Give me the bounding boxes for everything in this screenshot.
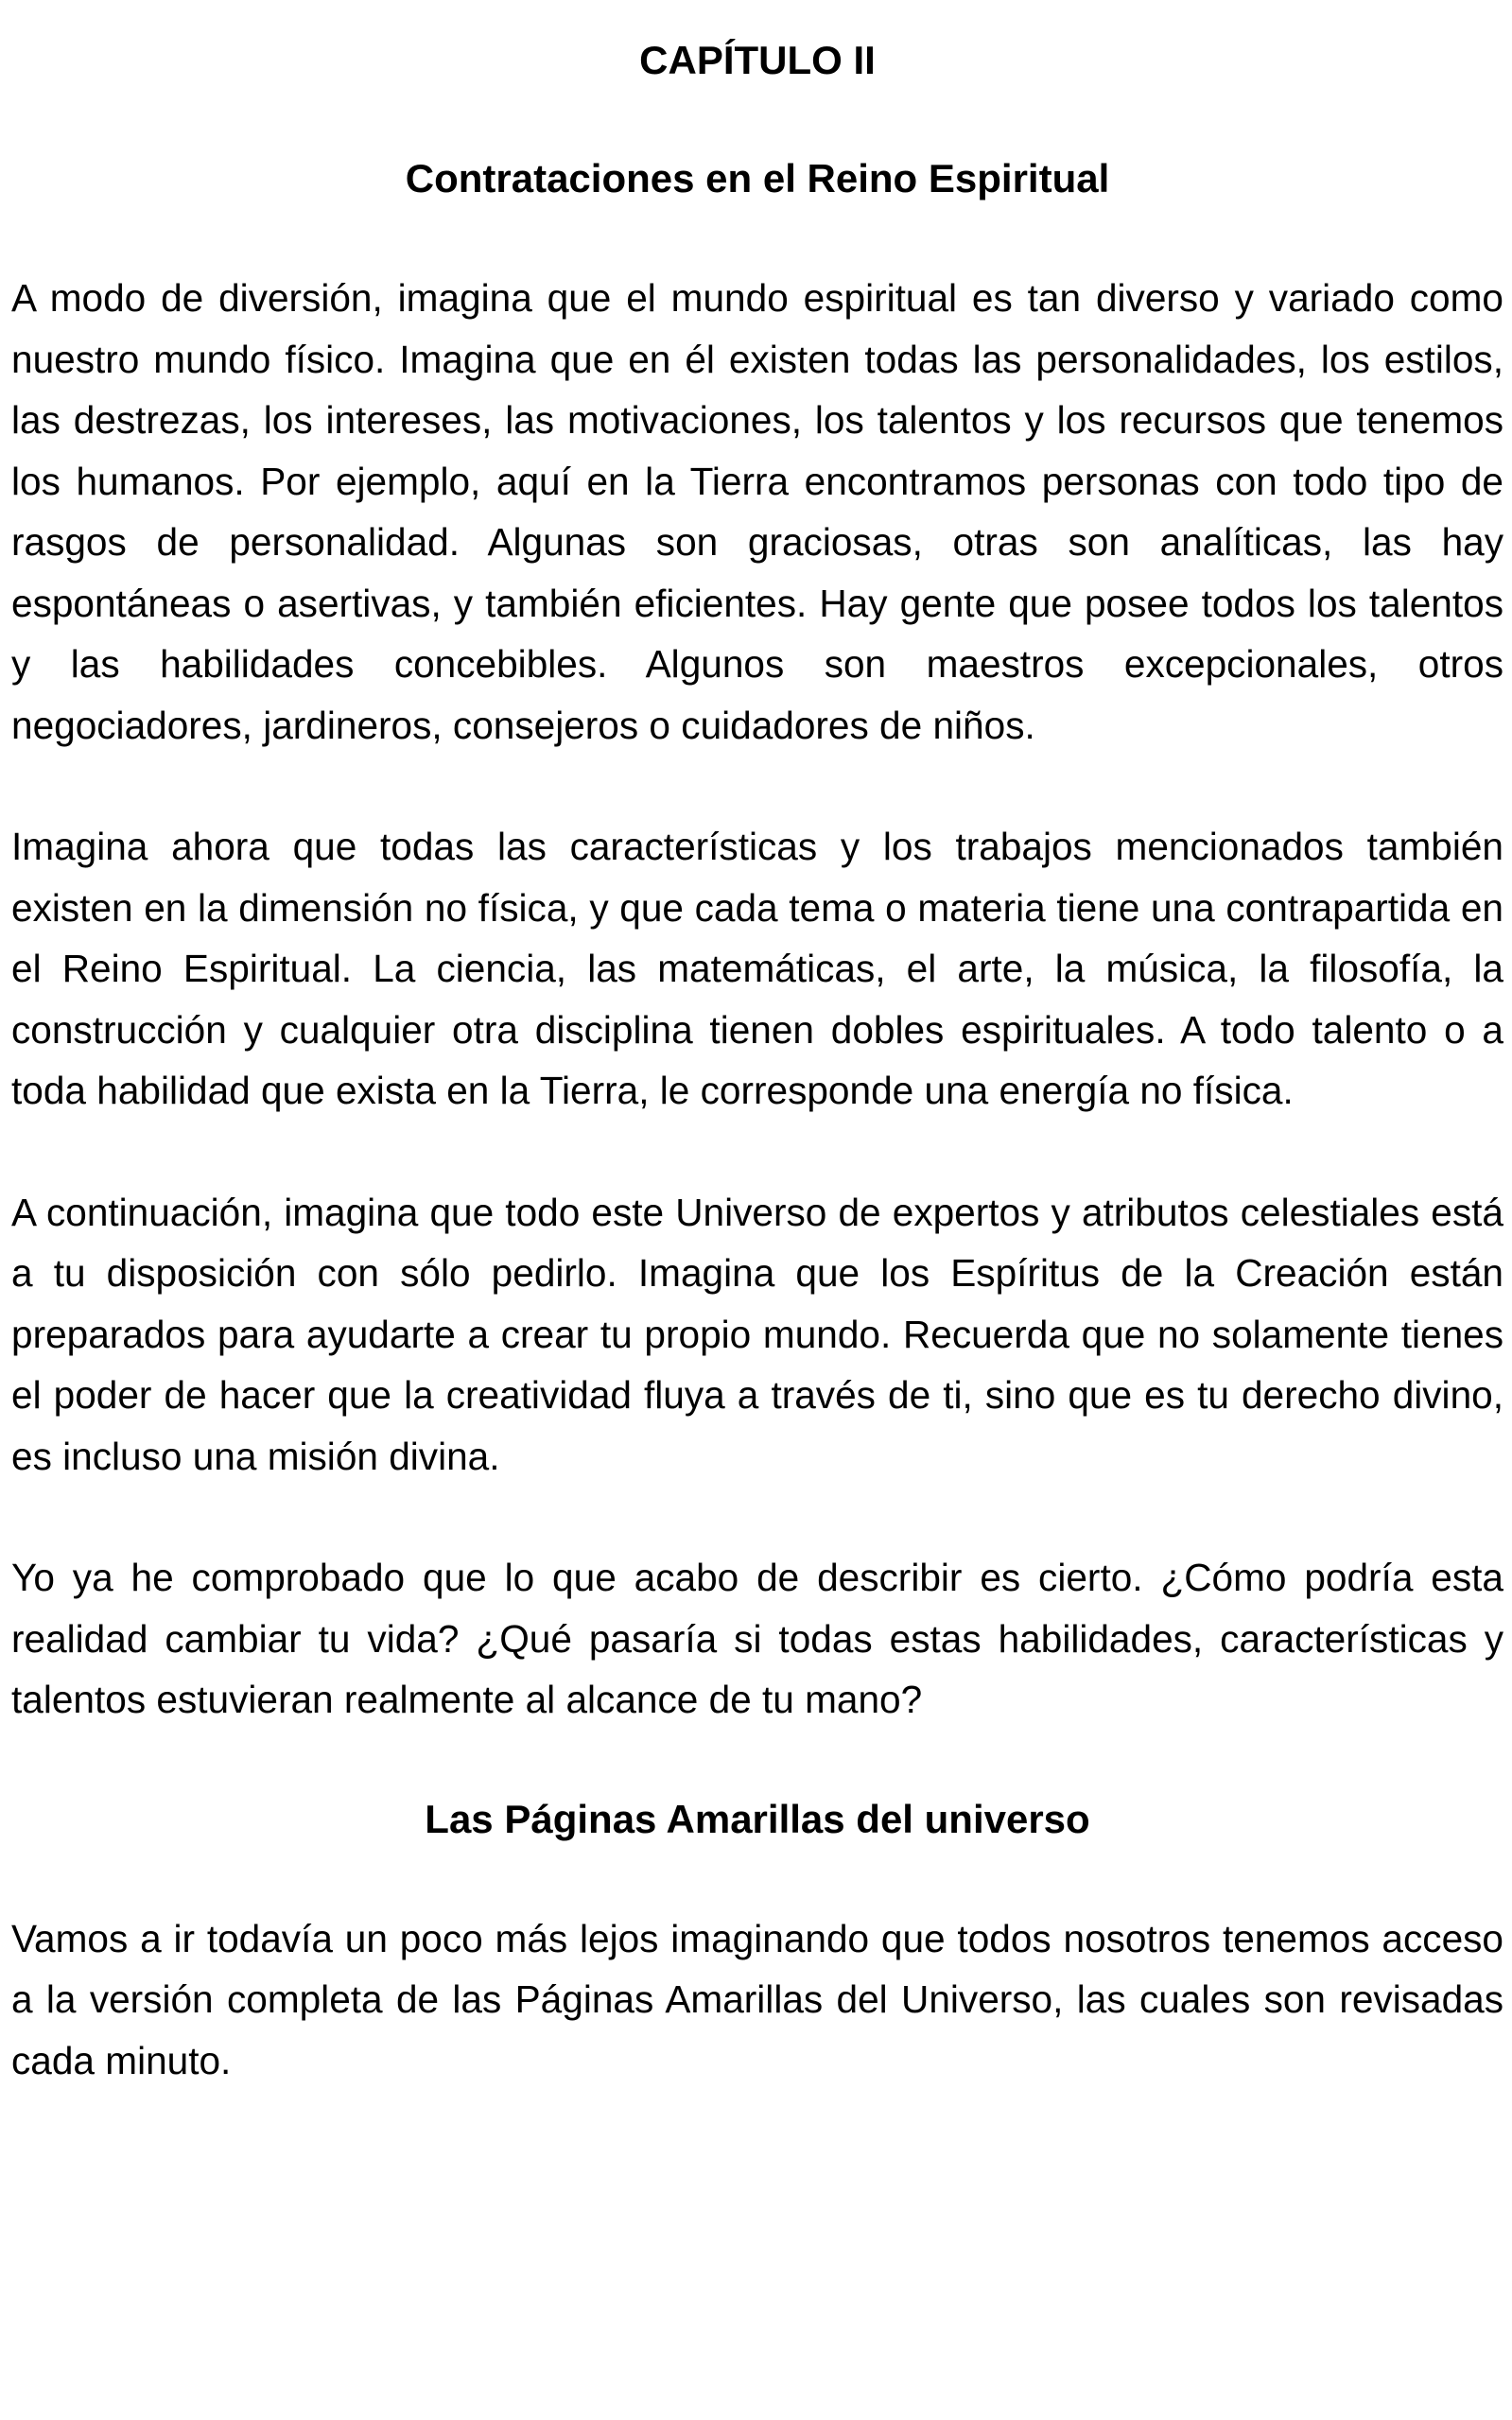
body-paragraph-4: Yo ya he comprobado que lo que acabo de describir es cierto. ¿Cómo podría esta realidad cambiar tu vida? ¿Qué pasaría si todas estas habilidades, características y talentos estuvieran realmente al alcance de tu mano? bbox=[11, 1556, 1503, 1721]
document-page bbox=[11, 0, 1503, 2091]
chapter-heading: CAPÍTULO II bbox=[639, 38, 876, 82]
body-paragraph-2: Imagina ahora que todas las características y los trabajos mencionados también existen en la dimensión no física, y que cada tema o materia tiene una contrapartida en el Reino Espiritual. La ciencia, las matemáticas, el arte, la música, la filosofía, la construcción y cualquier otra disciplina tienen dobles espirituales. A todo talento o a toda habilidad que exista en la Tierra, le corresponde una energía no física. bbox=[11, 825, 1503, 1112]
body-paragraph-1: A modo de diversión, imagina que el mundo espiritual es tan diverso y variado como nuestro mundo físico. Imagina que en él existen todas las personalidades, los estilos, las destrezas, los intereses, las motivaciones, los talentos y los recursos que tenemos los humanos. Por ejemplo, aquí en la Tierra encontramos personas con todo tipo de rasgos de personalidad. Algunas son graciosas, otras son analíticas, las hay espontáneas o asertivas, y también eficientes. Hay gente que posee todos los talentos y las habilidades concebibles. Algunos son maestros excepcionales, otros negociadores, jardineros, consejeros o cuidadores de niños. bbox=[11, 276, 1503, 747]
closing-paragraph: Vamos a ir todavía un poco más lejos imaginando que todos nosotros tenemos acceso a la versión completa de las Páginas Amarillas del Universo, las cuales son revisadas cada minuto. bbox=[11, 1916, 1503, 2082]
body-paragraph-3: A continuación, imagina que todo este Universo de expertos y atributos celestiales está a tu disposición con sólo pedirlo. Imagina que los Espíritus de la Creación están preparados para ayudarte a crear tu propio mundo. Recuerda que no solamente tienes el poder de hacer que la creatividad fluya a través de ti, sino que es tu derecho divino, es incluso una misión divina. bbox=[11, 1190, 1503, 1478]
subsection-title: Las Páginas Amarillas del universo bbox=[425, 1796, 1090, 1841]
section-title: Contrataciones en el Reino Espiritual bbox=[405, 156, 1110, 200]
